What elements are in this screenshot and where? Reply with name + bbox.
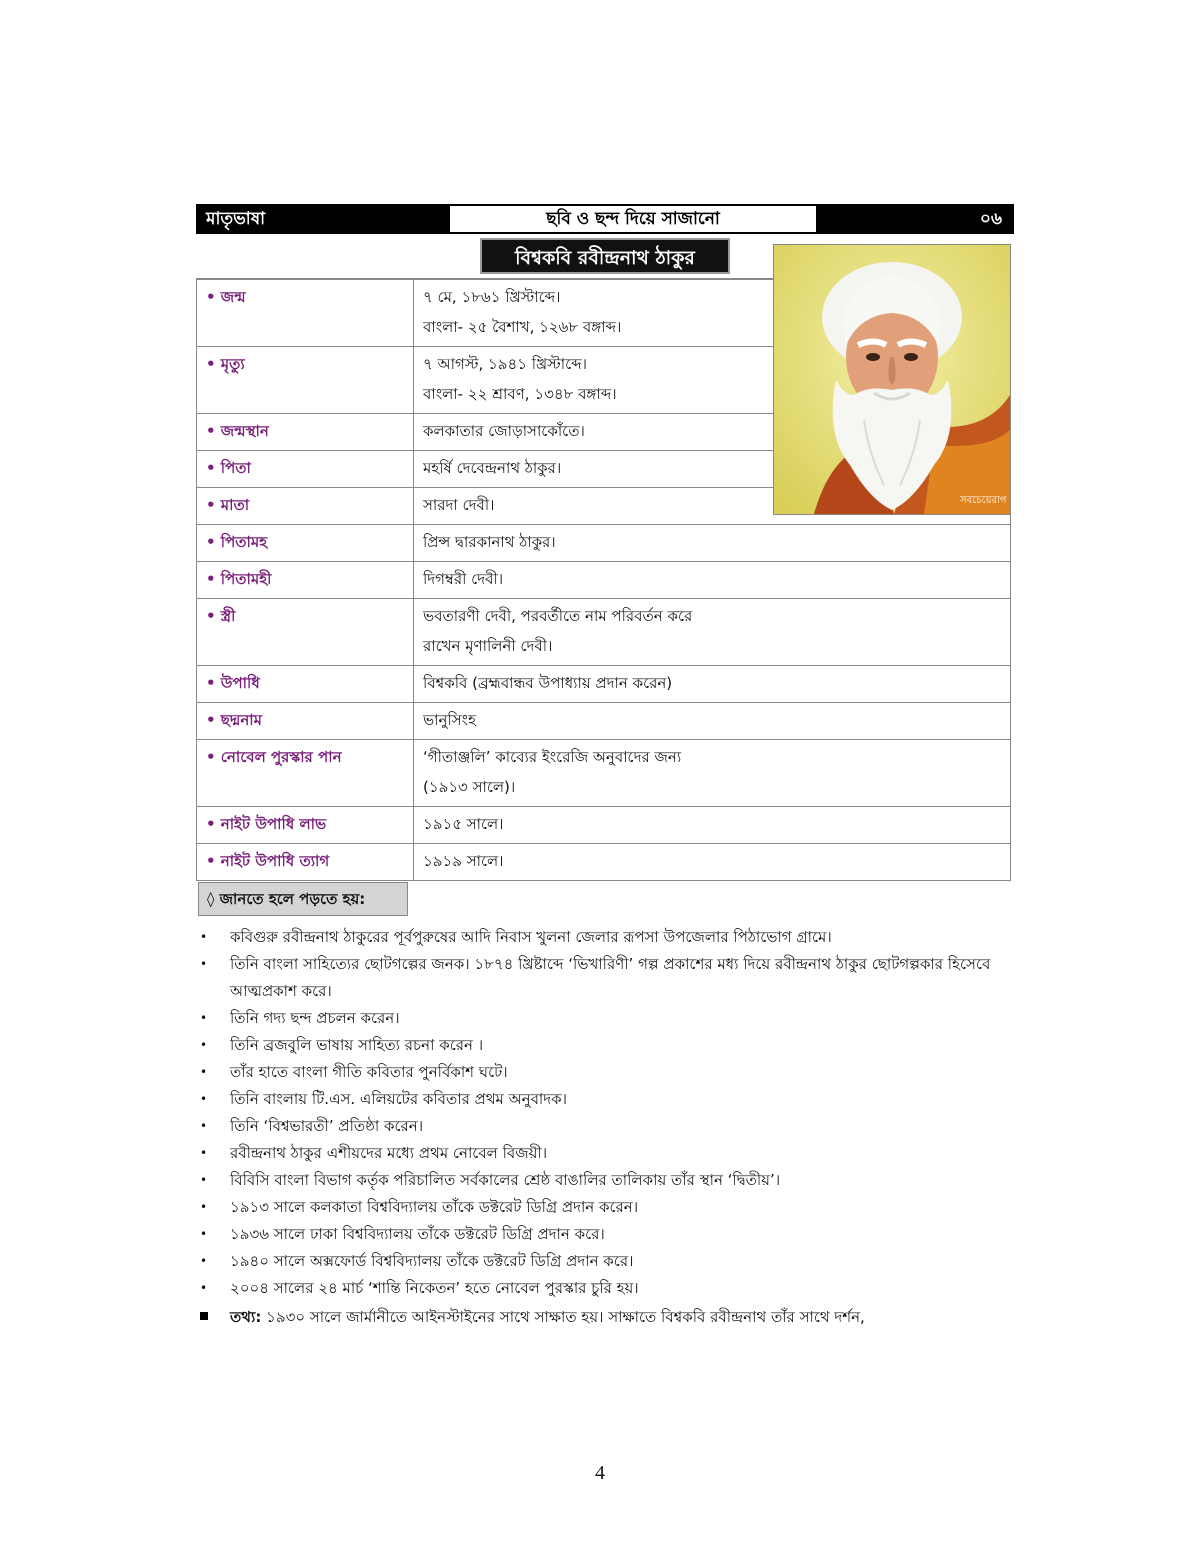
list-item <box>198 1059 998 1086</box>
list-item-text: কবিগুরু রবীন্দ্রনাথ ঠাকুরের পূর্বপুরুষের আদি নিবাস খুলনা জেলার রূপসা উপজেলার পিঠাভোগ গ্রামে। <box>230 928 832 946</box>
portrait-illustration <box>774 245 1010 514</box>
table-row <box>197 703 1011 740</box>
row-label: • পিতা <box>197 451 414 488</box>
row-value-line: সারদা দেবী। <box>423 496 495 514</box>
row-value <box>414 666 1011 703</box>
list-item-text: রবীন্দ্রনাথ ঠাকুর এশীয়দের মধ্যে প্রথম নোবেল বিজয়ী। <box>230 1144 548 1162</box>
list-item-text: ১৯৪০ সালে অক্সফোর্ড বিশ্ববিদ্যালয় তাঁকে ডক্টরেট ডিগ্রি প্রদান করে। <box>230 1252 634 1270</box>
list-item-text: ২০০৪ সালের ২৪ মার্চ ‘শান্তি নিকেতন’ হতে নোবেল পুরস্কার চুরি হয়। <box>230 1279 639 1297</box>
bullet-icon: • <box>200 1281 208 1295</box>
row-value <box>414 562 1011 599</box>
row-label: • নোবেল পুরস্কার পান <box>197 740 414 807</box>
table-row <box>197 740 1011 807</box>
row-value-line: (১৯১৩ সালে)। <box>423 778 516 796</box>
row-label: • নাইট উপাধি ত্যাগ <box>197 844 414 881</box>
bullet-icon: • <box>200 1038 208 1052</box>
chapter-header <box>196 204 1014 234</box>
page-number: 4 <box>595 1462 605 1484</box>
fact-label: তথ্য: <box>230 1308 262 1326</box>
table-row <box>197 525 1011 562</box>
subject-label: মাতৃভাষা <box>198 206 448 232</box>
list-item <box>198 1167 998 1194</box>
bullet-icon: • <box>200 1227 208 1241</box>
row-value <box>414 599 1011 666</box>
row-value-line: ৭ মে, ১৮৬১ খ্রিস্টাব্দে। <box>423 288 561 306</box>
row-value <box>414 740 1011 807</box>
list-item <box>198 1248 998 1275</box>
list-item-text: তাঁর হাতে বাংলা গীতি কবিতার পুনর্বিকাশ ঘটে। <box>230 1063 508 1081</box>
row-value <box>414 525 1011 562</box>
row-label: • উপাধি <box>197 666 414 703</box>
row-label: • ছদ্মনাম <box>197 703 414 740</box>
table-row <box>197 807 1011 844</box>
row-value-line: ভানুসিংহ <box>423 711 477 729</box>
row-label: • জন্ম <box>197 280 414 347</box>
square-bullet-icon <box>200 1312 208 1320</box>
row-label: • পিতামহ <box>197 525 414 562</box>
bullet-icon: • <box>200 957 208 971</box>
row-value-line: বিশ্বকবি (ব্রহ্মবান্ধব উপাধ্যায় প্রদান করেন) <box>423 674 673 692</box>
list-item <box>198 1086 998 1113</box>
row-value <box>414 844 1011 881</box>
row-label: • মৃত্যু <box>197 347 414 414</box>
row-value-line: ‘গীতাঞ্জলি’ কাব্যের ইংরেজি অনুবাদের জন্য <box>423 748 682 766</box>
chapter-number: ০৬ <box>818 206 1012 232</box>
table-row <box>197 666 1011 703</box>
bullet-icon: • <box>200 1092 208 1106</box>
list-item-text: তিনি বাংলায় টি.এস. এলিয়টের কবিতার প্রথম অনুবাদক। <box>230 1090 568 1108</box>
row-label: • নাইট উপাধি লাভ <box>197 807 414 844</box>
bullet-icon: • <box>200 1011 208 1025</box>
facts-list <box>198 924 998 1302</box>
table-row <box>197 844 1011 881</box>
table-row <box>197 562 1011 599</box>
row-label: • মাতা <box>197 488 414 525</box>
fact-text: ১৯৩০ সালে জার্মানীতে আইনস্টাইনের সাথে সাক্ষাত হয়। সাক্ষাতে বিশ্বকবি রবীন্দ্রনাথ তাঁর সাথে দর্শন, <box>261 1308 865 1326</box>
list-item-text: তিনি ব্রজবুলি ভাষায় সাহিত্য রচনা করেন । <box>230 1036 484 1054</box>
list-item <box>198 1194 998 1221</box>
list-item <box>198 1032 998 1059</box>
row-label: • পিতামহী <box>197 562 414 599</box>
bullet-icon: • <box>200 1200 208 1214</box>
row-value-line: ১৯১৯ সালে। <box>423 852 504 870</box>
row-value-line: ১৯১৫ সালে। <box>423 815 504 833</box>
portrait-caption: সবচেয়েরাগ <box>960 495 1007 506</box>
row-value-line: প্রিন্স দ্বারকানাথ ঠাকুর। <box>423 533 556 551</box>
bullet-icon: • <box>200 930 208 944</box>
portrait-image <box>773 244 1011 515</box>
row-value-line: ভবতারণী দেবী, পরবর্তীতে নাম পরিবর্তন করে <box>423 607 693 625</box>
bullet-icon: • <box>200 1146 208 1160</box>
list-item-text: তিনি বাংলা সাহিত্যের ছোটগল্পের জনক। ১৮৭৪ খ্রিষ্টাব্দে ‘ভিখারিণী’ গল্প প্রকাশের মধ্য দিয়ে রবীন্দ্রনাথ ঠাকুর ছোটগল্পকার হিসেবে আত্মপ্রকাশ করে। <box>230 955 991 1000</box>
list-item <box>198 1275 998 1302</box>
list-item-text: তিনি গদ্য ছন্দ প্রচলন করেন। <box>230 1009 400 1027</box>
bullet-icon: • <box>200 1065 208 1079</box>
bullet-icon: • <box>200 1254 208 1268</box>
chapter-title: ছবি ও ছন্দ দিয়ে সাজানো <box>448 206 818 232</box>
page-title: বিশ্বকবি রবীন্দ্রনাথ ঠাকুর <box>480 238 730 274</box>
list-item <box>198 1140 998 1167</box>
row-value-line: বাংলা- ২২ শ্রাবণ, ১৩৪৮ বঙ্গাব্দ। <box>423 385 617 403</box>
section-heading: ◊ জানতে হলে পড়তে হয়: <box>198 882 408 916</box>
row-value-line: মহর্ষি দেবেন্দ্রনাথ ঠাকুর। <box>423 459 562 477</box>
list-item <box>198 1113 998 1140</box>
list-item-text: ১৯১৩ সালে কলকাতা বিশ্ববিদ্যালয় তাঁকে ডক্টরেট ডিগ্রি প্রদান করেন। <box>230 1198 639 1216</box>
row-value <box>414 807 1011 844</box>
row-label: • স্ত্রী <box>197 599 414 666</box>
row-value-line: রাখেন মৃণালিনী দেবী। <box>423 637 553 655</box>
bullet-icon: • <box>200 1173 208 1187</box>
table-row <box>197 599 1011 666</box>
row-value-line: দিগম্বরী দেবী। <box>423 570 504 588</box>
row-value-line: কলকাতার জোড়াসাকোঁতে। <box>423 422 585 440</box>
row-label: • জন্মস্থান <box>197 414 414 451</box>
list-item <box>198 951 998 1005</box>
row-value-line: ৭ আগস্ট, ১৯৪১ খ্রিস্টাব্দে। <box>423 355 588 373</box>
list-item-text: ১৯৩৬ সালে ঢাকা বিশ্ববিদ্যালয় তাঁকে ডক্টরেট ডিগ্রি প্রদান করে। <box>230 1225 605 1243</box>
bullet-icon: • <box>200 1119 208 1133</box>
fact-note <box>198 1304 998 1331</box>
list-item <box>198 924 998 951</box>
list-item <box>198 1005 998 1032</box>
row-value <box>414 703 1011 740</box>
list-item <box>198 1221 998 1248</box>
row-value-line: বাংলা- ২৫ বৈশাখ, ১২৬৮ বঙ্গাব্দ। <box>423 318 622 336</box>
list-item-text: তিনি ‘বিশ্বভারতী’ প্রতিষ্ঠা করেন। <box>230 1117 424 1135</box>
list-item-text: বিবিসি বাংলা বিভাগ কর্তৃক পরিচালিত সর্বকালের শ্রেষ্ঠ বাঙালির তালিকায় তাঁর স্থান ‘দ্বিতীয়’। <box>230 1171 781 1189</box>
